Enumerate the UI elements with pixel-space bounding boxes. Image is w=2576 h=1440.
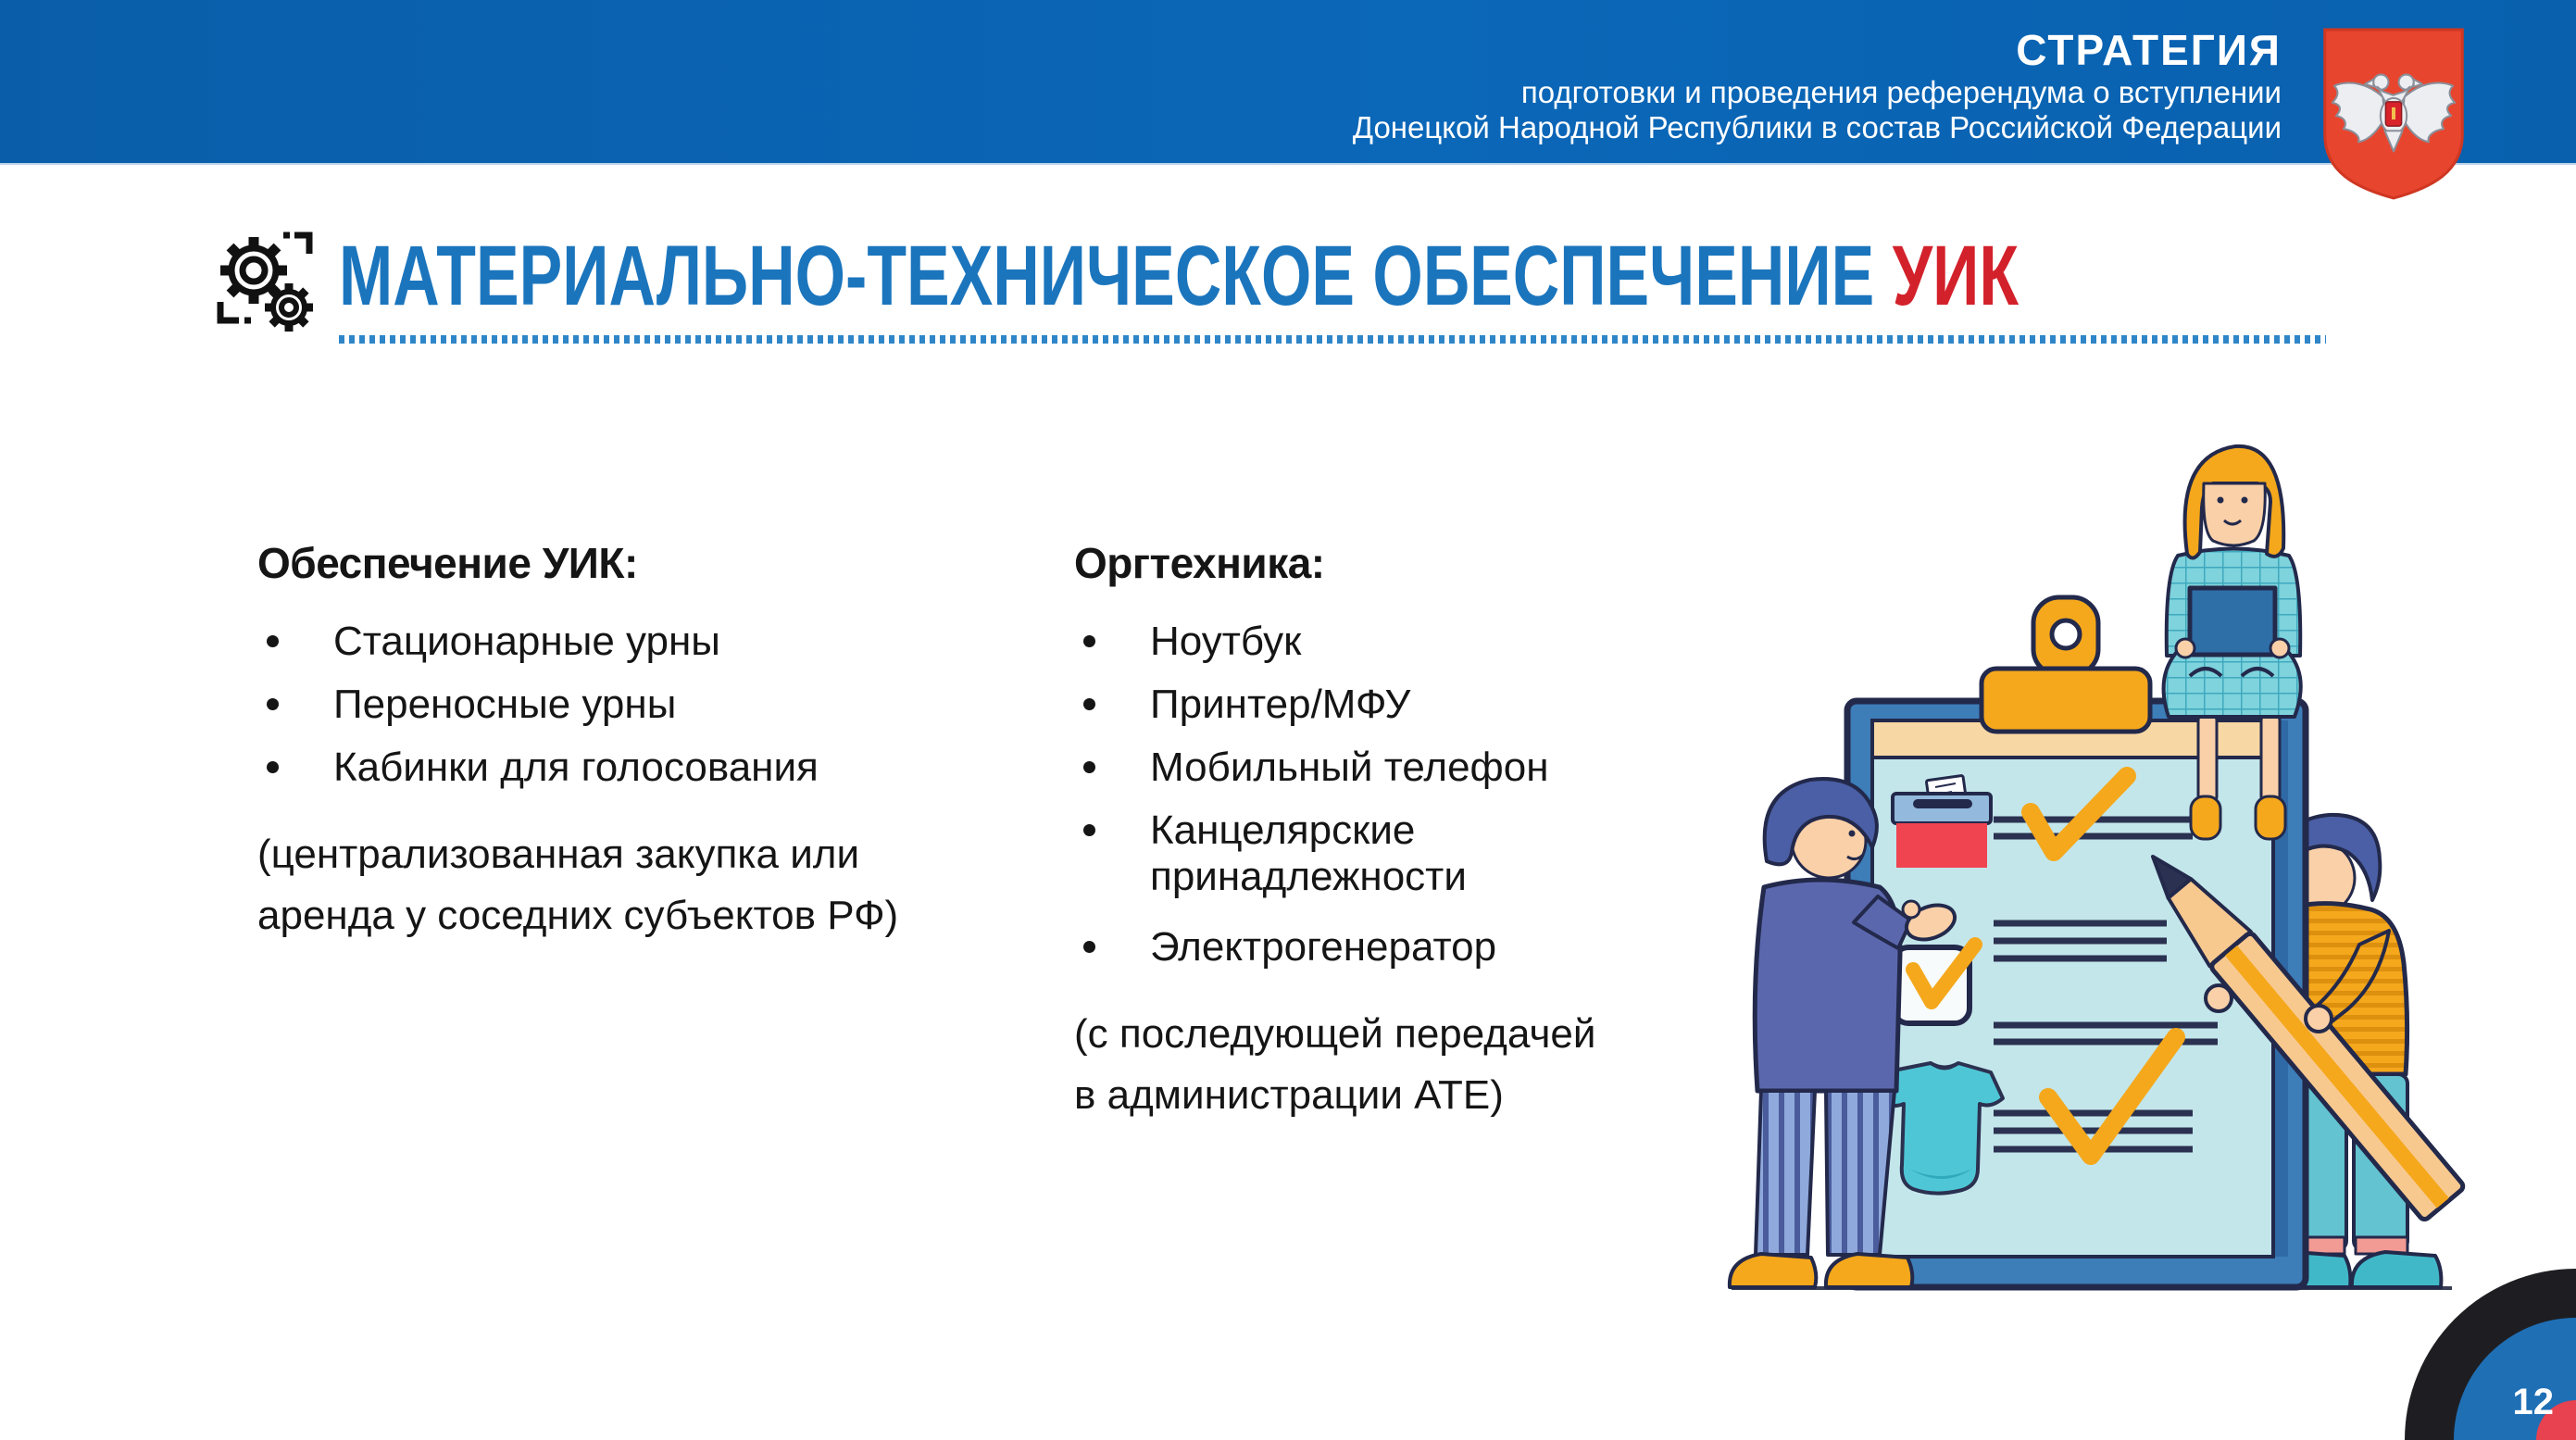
- list-item: Переносные урны: [257, 682, 1007, 728]
- dotted-divider: [339, 335, 2326, 344]
- header-text-block: [1353, 0, 2282, 167]
- left-bullet-list: [257, 619, 1007, 791]
- boy-hand: [2206, 985, 2232, 1011]
- header-subtitle-line2: Донецкой Народной Республики в состав Российской Федерации: [1352, 110, 2282, 144]
- left-column: [257, 539, 1007, 946]
- right-column: [1074, 539, 1598, 1126]
- header-subtitle-line1: подготовки и проведения референдума о вступлении: [1520, 75, 2282, 109]
- right-column-heading: Оргтехника:: [1074, 539, 1325, 587]
- boy-hand: [2306, 1006, 2332, 1032]
- left-column-note: [257, 824, 1007, 946]
- page-title: [339, 230, 2019, 322]
- header-title: СТРАТЕГИЯ: [2016, 26, 2282, 74]
- list-item: Стационарные урны: [257, 619, 1007, 665]
- right-bullet-list-extra: [1074, 924, 1598, 970]
- right-column-note: [1074, 1004, 1598, 1126]
- left-column-heading: Обеспечение УИК:: [257, 539, 638, 587]
- note-line: (с последующей передачей: [1074, 1011, 1596, 1057]
- gears-icon: [215, 222, 315, 333]
- list-item: Мобильный телефон: [1074, 745, 1598, 791]
- dnr-coat-of-arms-icon: [2317, 24, 2470, 202]
- list-item: Электрогенератор: [1074, 924, 1598, 970]
- list-item: Кабинки для голосования: [257, 745, 1007, 791]
- right-bullet-list: [1074, 619, 1598, 900]
- page-title-accent: УИК: [1892, 229, 2020, 323]
- page-title-main: МАТЕРИАЛЬНО-ТЕХНИЧЕСКОЕ ОБЕСПЕЧЕНИЕ: [339, 229, 1893, 323]
- checklist-clipboard-illustration: [1713, 398, 2472, 1301]
- list-item: Канцелярские принадлежности: [1074, 808, 1598, 900]
- note-line: аренда у соседних субъектов РФ): [257, 893, 899, 938]
- list-item: Ноутбук: [1074, 619, 1598, 665]
- page-number: 12: [2512, 1382, 2554, 1422]
- clipboard-clip: [1982, 597, 2150, 732]
- note-line: (централизованная закупка или: [257, 832, 860, 877]
- note-line: в администрации АТЕ): [1074, 1072, 1504, 1118]
- list-item: Принтер/МФУ: [1074, 682, 1598, 728]
